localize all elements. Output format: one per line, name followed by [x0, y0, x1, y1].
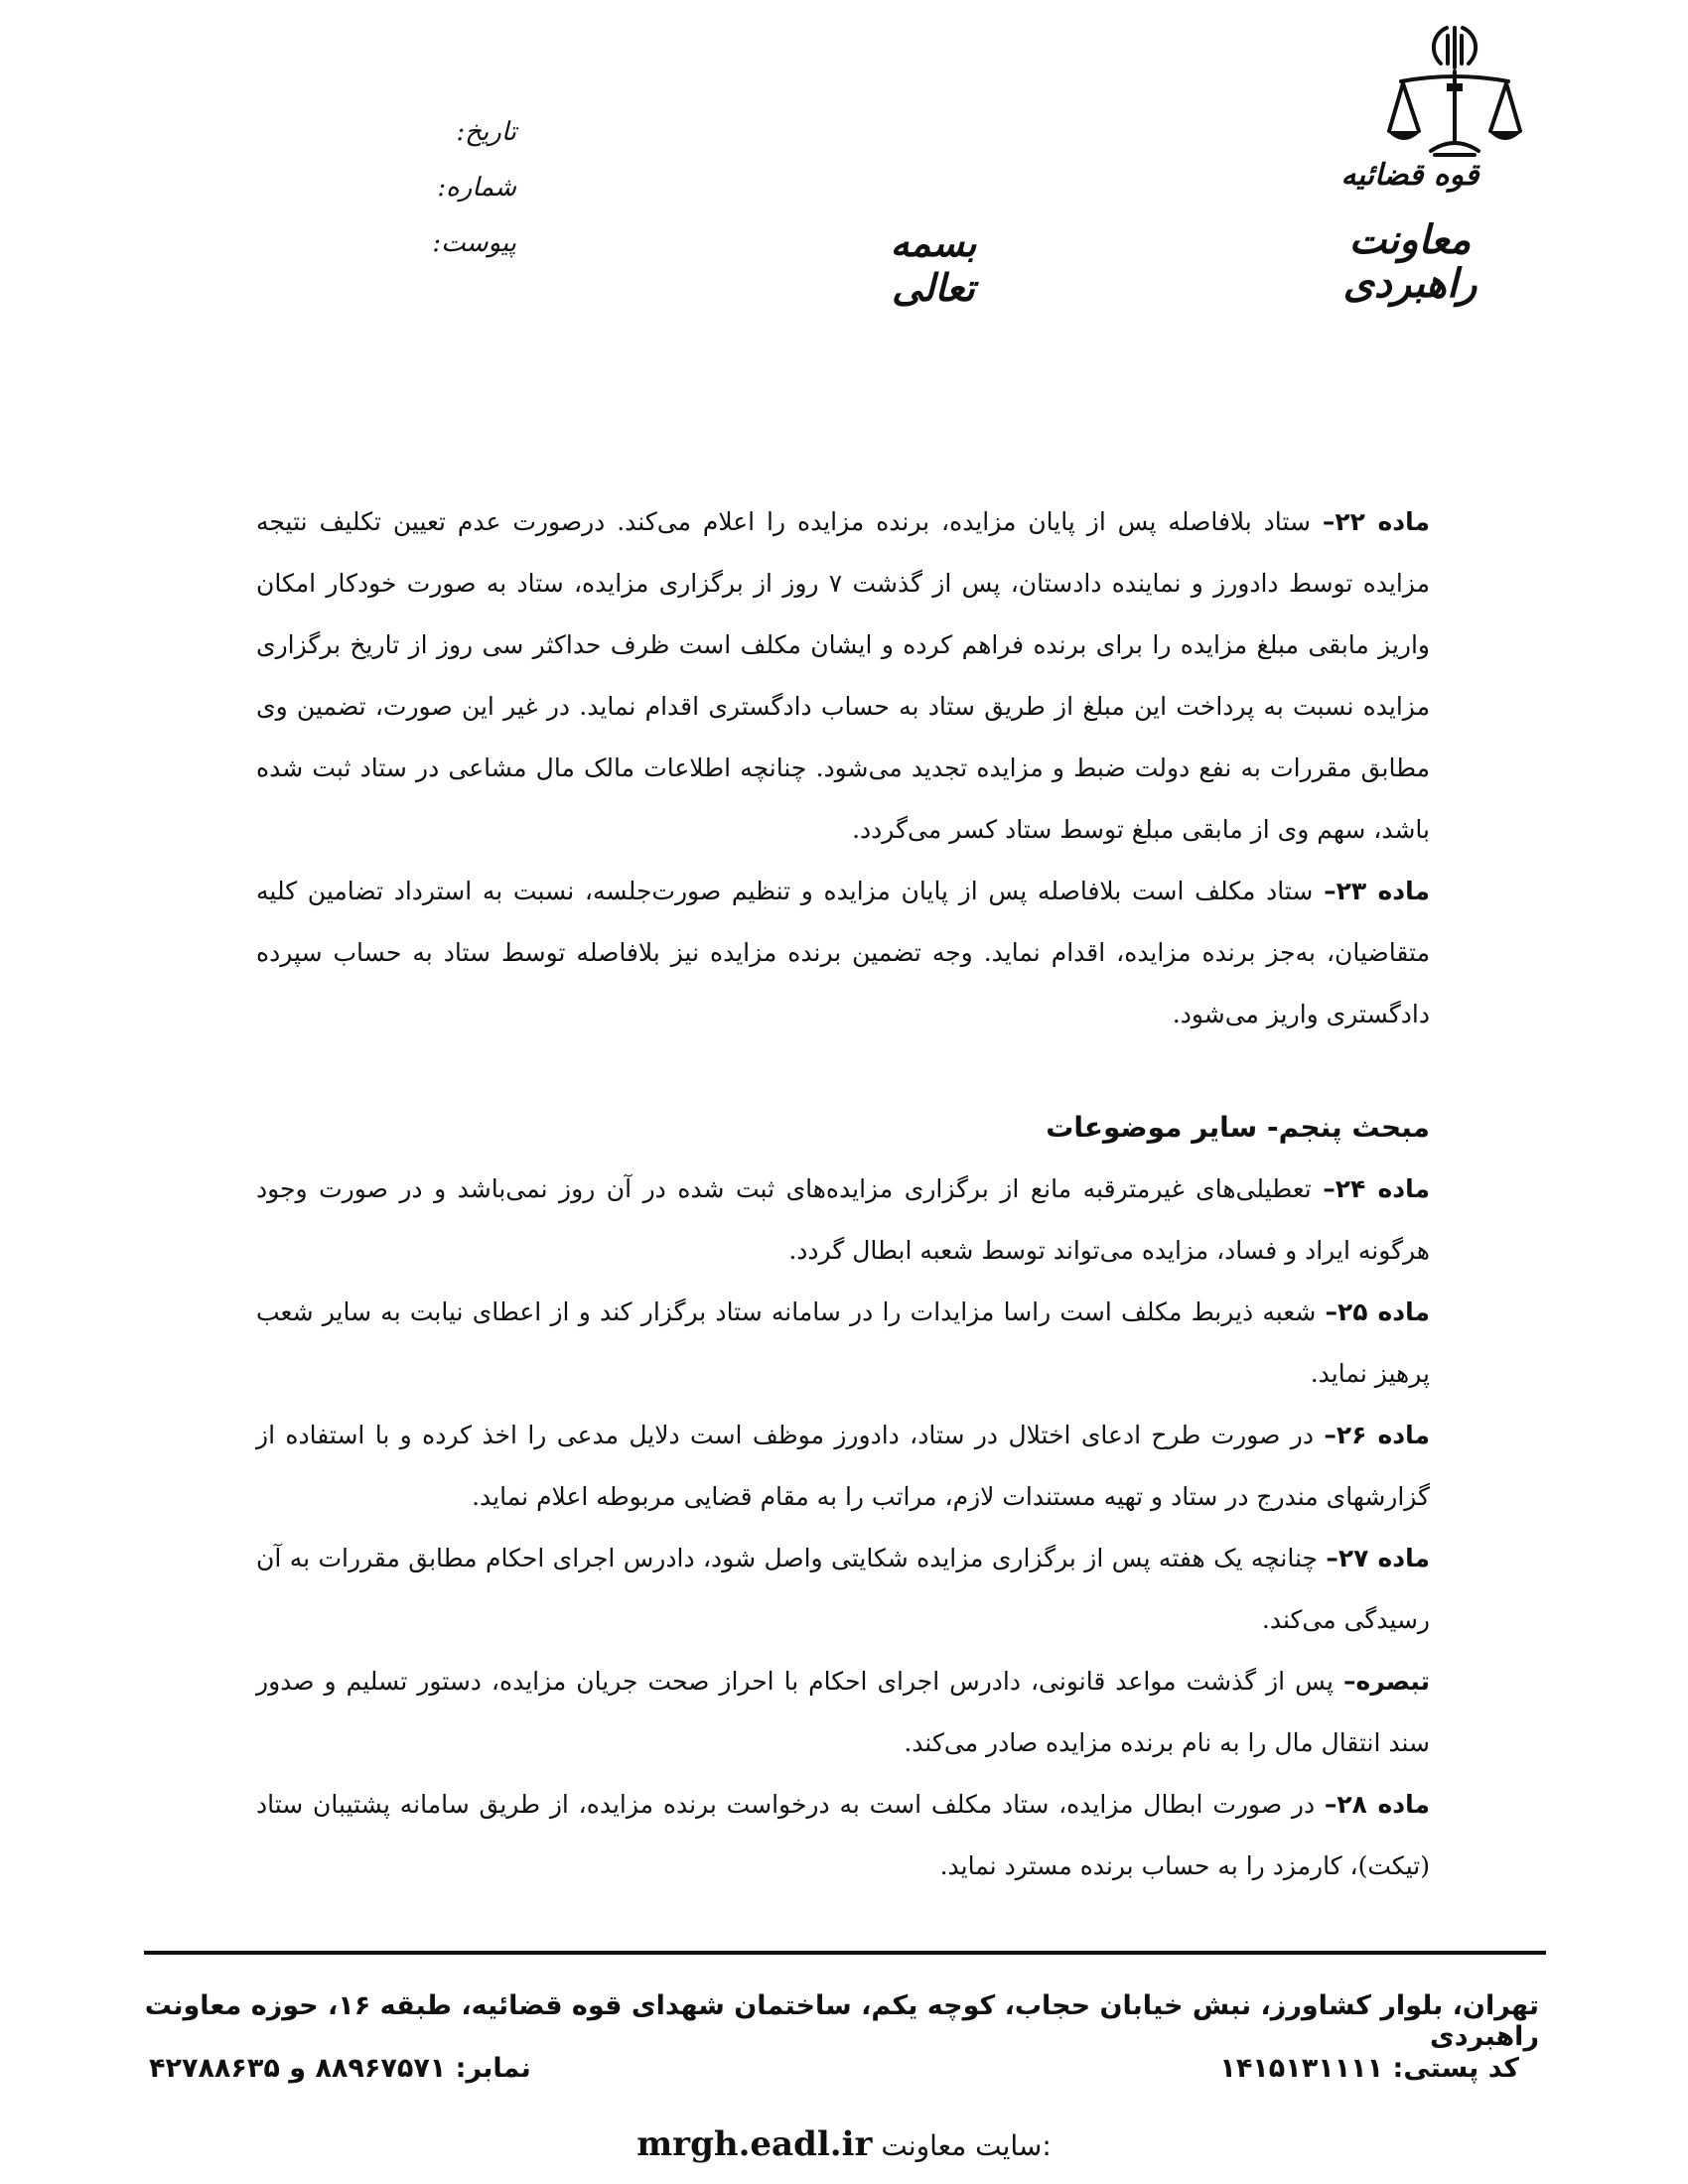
article-paragraph	[256, 1159, 1430, 1282]
organization-name: قوه قضائیه	[1340, 158, 1479, 193]
article-text: ستاد بلافاصله پس از پایان مزایده، برنده مزایده را اعلام می‌کند. درصورت عدم تعیین تکلیف نتیجه مزایده توسط دادورز و نماینده دادستان، پس از گذشت ۷ روز از برگزاری مزایده، ستاد به صورت خودکار امکان واریز مابقی مبلغ مزایده را برای برنده فراهم کرده و ایشان مکلف است ظرف حداکثر سی روز از تاریخ برگزاری مزایده نسبت به پرداخت این مبلغ از طریق ستاد به حساب دادگستری اقدام نماید. در غیر این صورت، تضمین وی مطابق مقررات به نفع دولت ضبط و مزایده تجدید می‌شود. چنانچه اطلاعات مالک مال مشاعی در ستاد ثبت شده باشد، سهم وی از مابقی مبلغ توسط ستاد کسر می‌گردد.	[256, 507, 1430, 844]
article-text: تعطیلی‌های غیرمترقبه مانع از برگزاری مزایده‌های ثبت شده در آن روز نمی‌باشد و در صورت وجود هرگونه ایراد و فساد، مزایده می‌تواند توسط شعبه ابطال گردد.	[256, 1174, 1430, 1265]
section-title: مبحث پنجم- سایر موضوعات	[1046, 1111, 1430, 1144]
footer-address: تهران، بلوار کشاورز، نبش خیابان حجاب، کوچه یکم، ساختمان شهدای قوه قضائیه، طبقه ۱۶، حوزه معاونت راهبردی	[144, 1990, 1539, 2052]
article-label: ماده ۲۵–	[1325, 1297, 1430, 1326]
article-text: ستاد مکلف است بلافاصله پس از پایان مزایده و تنظیم صورت‌جلسه، نسبت به استرداد تضامین کلیه متقاضیان، به‌جز برنده مزایده، اقدام نماید. وجه تضمین برنده مزایده نیز بلافاصله توسط ستاد به حساب سپرده دادگستری واریز می‌شود.	[256, 877, 1430, 1028]
website-link[interactable]: mrgh.eadl.ir	[636, 2124, 873, 2164]
article-label: ماده ۲۶–	[1324, 1421, 1430, 1449]
footer-contact-row	[149, 2053, 1519, 2093]
article-text: شعبه ذیربط مکلف است راسا مزایدات را در سامانه ستاد برگزار کند و از اعطای نیابت به سایر شعب پرهیز نماید.	[256, 1297, 1430, 1388]
basmala-heading: بسمه تعالی	[890, 220, 977, 310]
postal-code: کد پستی: ۱۴۱۵۱۳۱۱۱۱	[1219, 2053, 1519, 2084]
article-text: چنانچه یک هفته پس از برگزاری مزایده شکایتی واصل شود، دادرس اجرای احکام مطابق مقررات به آن رسیدگی می‌کند.	[256, 1544, 1430, 1634]
article-paragraph	[256, 1282, 1430, 1405]
number-label: شماره:	[437, 173, 516, 203]
note-text: پس از گذشت مواعد قانونی، دادرس اجرای احکام با احراز صحت جریان مزایده، دستور تسلیم و صدور سند انتقال مال را به نام برنده مزایده صادر می‌کند.	[256, 1667, 1430, 1757]
website-label: سایت معاونت:	[881, 2129, 1052, 2162]
article-text: در صورت ابطال مزایده، ستاد مکلف است به درخواست برنده مزایده، از طریق سامانه پشتیبان ستاد (تیکت)، کارمزد را به حساب برنده مسترد نماید.	[256, 1790, 1430, 1880]
article-paragraph	[256, 861, 1430, 1045]
article-label: ماده ۲۷–	[1326, 1544, 1430, 1572]
article-label: ماده ۲۳–	[1324, 877, 1430, 905]
article-paragraph	[256, 1405, 1430, 1528]
footer-website	[496, 2124, 1192, 2164]
deputy-name: معاونت راهبردی	[1342, 216, 1477, 307]
article-paragraph	[256, 491, 1430, 861]
article-label: ماده ۲۲–	[1322, 507, 1430, 536]
note-label: تبصره–	[1342, 1667, 1430, 1696]
article-text: در صورت طرح ادعای اختلال در ستاد، دادورز موظف است دلایل مدعی را اخذ کرده و با استفاده از گزارشهای مندرج در ستاد و تهیه مستندات لازم، مراتب را به مقام قضایی مربوطه اعلام نماید.	[256, 1421, 1430, 1511]
attachment-label: پیوست:	[432, 228, 516, 258]
article-label: ماده ۲۴–	[1323, 1174, 1430, 1203]
date-label: تاریخ:	[456, 117, 516, 147]
article-paragraph	[256, 1774, 1430, 1897]
fax-numbers: نمابر: ۸۸۹۶۷۵۷۱ و ۴۲۷۸۸۶۳۵	[149, 2053, 531, 2084]
document-body	[256, 491, 1430, 1897]
article-label: ماده ۲۸–	[1324, 1790, 1430, 1819]
note-paragraph	[256, 1651, 1430, 1774]
letter-meta	[397, 117, 516, 284]
article-paragraph	[256, 1528, 1430, 1651]
footer-divider	[144, 1951, 1546, 1955]
